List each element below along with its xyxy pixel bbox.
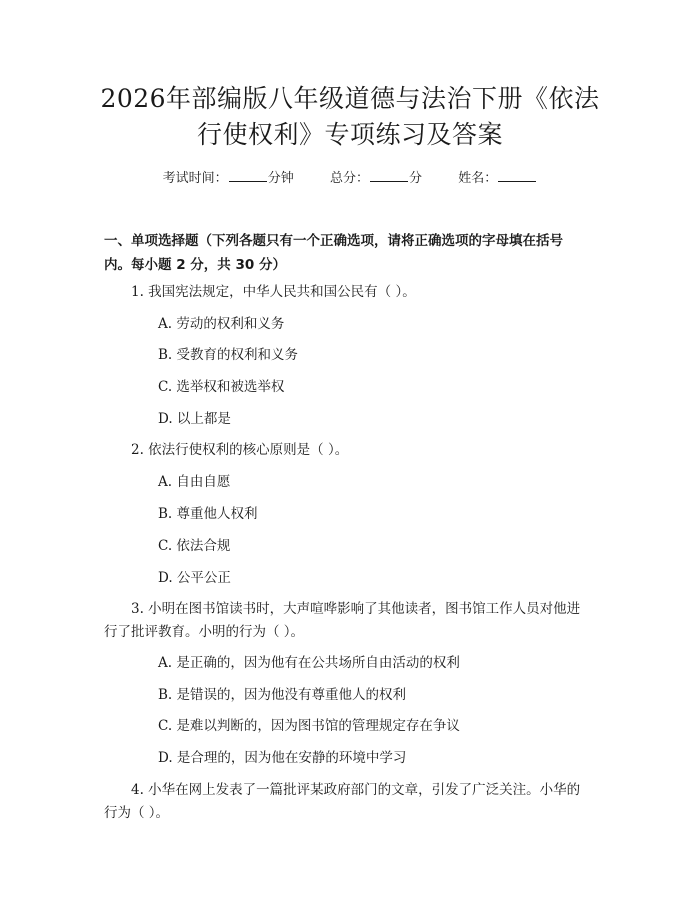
question-3-option-d: D. 是合理的，因为他在安静的环境中学习 (158, 750, 407, 766)
question-1-option-c: C. 选举权和被选举权 (158, 379, 285, 395)
section-heading (104, 229, 594, 277)
question-4-stem-line-1: 4. 小华在网上发表了一篇批评某政府部门的文章，引发了广泛关注。小华的 (131, 782, 581, 798)
question-3-option-c: C. 是难以判断的，因为图书馆的管理规定存在争议 (158, 718, 460, 734)
question-1-stem: 1. 我国宪法规定，中华人民共和国公民有（ ）。 (131, 284, 416, 300)
student-name-label: 姓名： (458, 171, 498, 186)
question-4-stem-line-2: 行为（ ）。 (104, 805, 170, 821)
student-name-field (458, 169, 537, 188)
question-2-option-c: C. 依法合规 (158, 538, 231, 554)
student-name-blank (498, 169, 536, 182)
question-2-option-b: B. 尊重他人权利 (158, 506, 258, 522)
section-heading-line-2: 内。每小题 2 分，共 30 分） (104, 257, 286, 273)
question-3-stem-line-1: 3. 小明在图书馆读书时，大声喧哗影响了其他读者，图书馆工作人员对他进 (131, 601, 581, 617)
question-2-stem: 2. 依法行使权利的核心原则是（ ）。 (131, 442, 349, 458)
question-3-option-b: B. 是错误的，因为他没有尊重他人的权利 (158, 687, 407, 703)
exam-time-unit: 分钟 (267, 171, 294, 186)
exam-time-field (163, 169, 294, 188)
total-score-blank (370, 169, 408, 182)
question-1-option-d: D. 以上都是 (158, 411, 231, 427)
question-1-option-a: A. 劳动的权利和义务 (158, 316, 285, 332)
document-title-line-1: 2026年部编版八年级道德与法治下册《依法 (100, 84, 600, 113)
total-score-field (330, 169, 422, 188)
question-3-stem-line-2: 行了批评教育。小明的行为（ ）。 (104, 624, 305, 640)
question-1-option-b: B. 受教育的权利和义务 (158, 347, 299, 363)
total-score-unit: 分 (409, 171, 423, 186)
question-3-option-a: A. 是正确的，因为他有在公共场所自由活动的权利 (158, 655, 460, 671)
total-score-label: 总分： (329, 171, 369, 186)
exam-time-blank (229, 169, 267, 182)
question-2-option-a: A. 自由自愿 (158, 474, 231, 490)
document-title-line-2: 行使权利》专项练习及答案 (196, 120, 503, 149)
exam-time-label: 考试时间： (162, 171, 228, 186)
exam-meta-row (0, 169, 700, 188)
section-heading-line-1: 一、单项选择题（下列各题只有一个正确选项，请将正确选项的字母填在括号 (104, 233, 563, 249)
question-2-option-d: D. 公平公正 (158, 570, 231, 586)
